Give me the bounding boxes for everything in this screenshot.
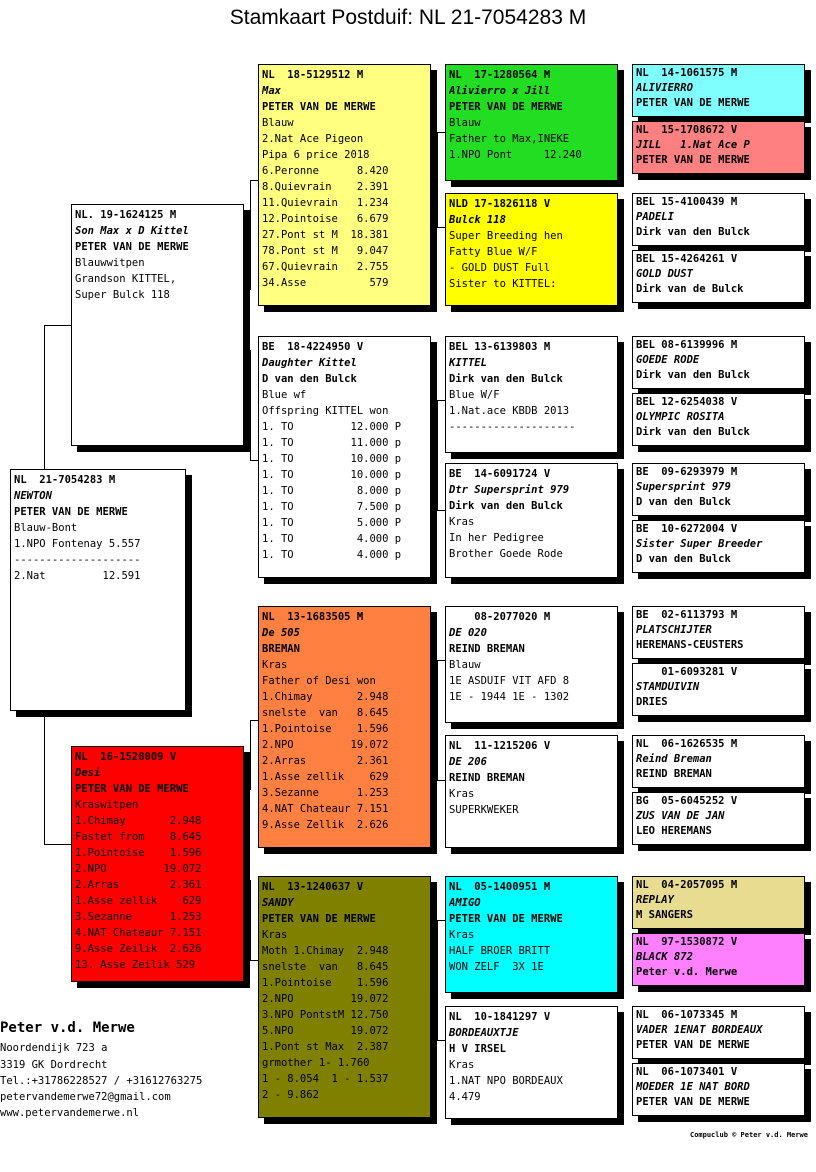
breeder-name: REIND BREMAN: [449, 643, 525, 655]
card-text-line: 2.NPO 19.072: [75, 863, 202, 875]
ring-number: BEL 15-4264261 V: [636, 253, 738, 265]
breeder-name: Dirk van den Bulck: [449, 373, 563, 385]
ring-number: NL 15-1708672 V: [636, 124, 738, 136]
breeder-name: M SANGERS: [636, 909, 693, 921]
pigeon-name: PLATSCHIJTER: [636, 624, 712, 636]
breeder-name: BREMAN: [262, 643, 300, 655]
connector-line: [437, 920, 438, 1040]
gen5-card[interactable]: [632, 336, 805, 389]
pigeon-name: OLYMPIC ROSITA: [636, 411, 725, 423]
card-text-line: 5.NPO 19.072: [262, 1025, 389, 1037]
footer-credit: Compuclub © Peter v.d. Merwe: [689, 1131, 808, 1139]
pigeon-name: BLACK 872: [636, 951, 693, 963]
ring-number: BEL 08-6139996 M: [636, 339, 738, 351]
pigeon-name: GOLD DUST: [636, 268, 693, 280]
pigeon-name: STAMDUIVIN: [636, 681, 700, 693]
owner-address-line2: 3319 GK Dordrecht: [0, 1059, 108, 1071]
card-text-line: Kras: [449, 929, 475, 941]
gen5-card[interactable]: [632, 876, 805, 929]
card-text-line: 1.NAT NPO BORDEAUX: [449, 1075, 563, 1087]
breeder-name: PETER VAN DE MERWE: [636, 1039, 750, 1051]
pigeon-name: MOEDER 1E NAT BORD: [636, 1081, 750, 1093]
card-text-line: Father to Max,INEKE: [449, 133, 570, 145]
breeder-name: H V IRSEL: [449, 1043, 506, 1055]
card-text-line: 1.NPO Pont 12.240: [449, 149, 582, 161]
card-text-line: 1. TO 7.500 p: [262, 501, 402, 513]
ring-number: NL 05-1400951 M: [449, 881, 551, 893]
ring-number: 01-6093281 V: [636, 666, 738, 678]
gen5-card[interactable]: [632, 393, 805, 446]
pigeon-name: REPLAY: [636, 894, 674, 906]
breeder-name: DRIES: [636, 696, 668, 708]
pigeon-name: ZUS VAN DE JAN: [636, 810, 725, 822]
sire-dam-card[interactable]: [258, 336, 431, 578]
gen5-card[interactable]: [632, 463, 805, 516]
breeder-name: D van den Bulck: [636, 496, 731, 508]
card-text-line: 34.Asse 579: [262, 277, 389, 289]
card-text-line: 12.Pointoise 6.679: [262, 213, 389, 225]
ring-number: NL 17-1280564 M: [449, 69, 551, 81]
pigeon-name: Max: [262, 85, 281, 97]
dss-card[interactable]: [445, 606, 618, 723]
dam-card[interactable]: [71, 746, 244, 982]
pigeon-name: ALIVIERRO: [636, 82, 693, 94]
connector-line: [44, 325, 45, 470]
ring-number: BEL 13-6139803 M: [449, 341, 551, 353]
ring-number: NL 14-1061575 M: [636, 67, 738, 79]
card-text-line: --------------------: [14, 554, 141, 566]
breeder-name: PETER VAN DE MERWE: [636, 154, 750, 166]
ring-number: NL 06-1073345 M: [636, 1009, 738, 1021]
card-text-line: Sister to KITTEL:: [449, 278, 557, 290]
breeder-name: D van den Bulck: [636, 553, 731, 565]
pigeon-name: DE 206: [449, 756, 487, 768]
pigeon-name: Supersprint 979: [636, 481, 731, 493]
gen5-card[interactable]: [632, 64, 805, 117]
breeder-name: REIND BREMAN: [636, 768, 712, 780]
card-text-line: 1. TO 4.000 p: [262, 533, 402, 545]
pigeon-name: AMIGO: [449, 897, 481, 909]
card-text-line: Kras: [449, 516, 475, 528]
pigeon-name: NEWTON: [14, 490, 52, 502]
card-text-line: 2 - 9.862: [262, 1089, 319, 1101]
gen5-card[interactable]: [632, 520, 805, 573]
breeder-name: PETER VAN DE MERWE: [14, 506, 128, 518]
gen5-card[interactable]: [632, 663, 805, 716]
breeder-name: REIND BREMAN: [449, 772, 525, 784]
card-text-line: 2.Nat Ace Pigeon: [262, 133, 364, 145]
ring-number: NL 04-2057095 M: [636, 879, 738, 891]
pigeon-name: DE 020: [449, 627, 487, 639]
card-text-line: Kras: [449, 788, 475, 800]
card-text-line: 1. TO 12.000 P: [262, 421, 402, 433]
card-text-line: 13. Asse Zeilik 529: [75, 959, 196, 971]
card-text-line: 1. TO 11.000 p: [262, 437, 402, 449]
sire-sire-card[interactable]: [258, 64, 431, 306]
breeder-name: Dirk van den Bulck: [636, 226, 750, 238]
breeder-name: PETER VAN DE MERWE: [262, 913, 376, 925]
sire-card[interactable]: [71, 204, 244, 446]
pigeon-name: BORDEAUXTJE: [449, 1027, 519, 1039]
card-text-line: 1.Asse zellik 629: [262, 771, 389, 783]
gen5-card[interactable]: [632, 735, 805, 788]
card-text-line: 1.Pont st Max 2.387: [262, 1041, 389, 1053]
gen5-card[interactable]: [632, 121, 805, 174]
pigeon-name: Bulck 118: [449, 214, 506, 226]
ring-number: 08-2077020 M: [449, 611, 551, 623]
card-text-line: 1 - 8.054 1 - 1.537: [262, 1073, 389, 1085]
card-text-line: Blauw: [449, 117, 481, 129]
owner-phone: Tel.:+31786228527 / +31612763275: [0, 1075, 203, 1087]
ring-number: NL 06-1626535 M: [636, 738, 738, 750]
pigeon-name: Sister Super Breeder: [636, 538, 763, 550]
card-text-line: Blauwwitpen: [75, 257, 145, 269]
breeder-name: Dirk van den Bulck: [636, 426, 750, 438]
card-text-line: Pipa 6 price 2018: [262, 149, 370, 161]
card-text-line: 3.NPO PontstM 12.750: [262, 1009, 389, 1021]
breeder-name: PETER VAN DE MERWE: [636, 1096, 750, 1108]
card-text-line: Super Bulck 118: [75, 289, 170, 301]
card-text-line: 2.NPO 19.072: [262, 993, 389, 1005]
connector-line: [437, 660, 438, 780]
card-text-line: 1E ASDUIF VIT AFD 8: [449, 675, 570, 687]
card-text-line: grmother 1- 1.760: [262, 1057, 370, 1069]
card-text-line: Blauw-Bont: [14, 522, 78, 534]
pigeon-name: De 505: [262, 627, 300, 639]
breeder-name: PETER VAN DE MERWE: [636, 97, 750, 109]
dam-dam-card[interactable]: [258, 876, 431, 1118]
card-text-line: Blue W/F: [449, 389, 500, 401]
breeder-name: Peter v.d. Merwe: [636, 966, 738, 978]
card-text-line: 1.Asse zellik 629: [75, 895, 202, 907]
breeder-name: PETER VAN DE MERWE: [75, 783, 189, 795]
pigeon-name: Desi: [75, 767, 101, 779]
card-text-line: Grandson KITTEL,: [75, 273, 177, 285]
connector-line: [44, 711, 45, 844]
card-text-line: 4.NAT Chateaur 7.151: [75, 927, 202, 939]
card-text-line: 2.Arras 2.361: [75, 879, 202, 891]
owner-address-line1: Noordendijk 723 a: [0, 1042, 108, 1054]
card-text-line: 1.NPO Fontenay 5.557: [14, 538, 141, 550]
breeder-name: PETER VAN DE MERWE: [75, 241, 189, 253]
card-text-line: 4.479: [449, 1091, 481, 1103]
pigeon-name: JILL 1.Nat Ace P: [636, 139, 750, 151]
ssd-card[interactable]: [445, 193, 618, 306]
ring-number: BEL 12-6254038 V: [636, 396, 738, 408]
pigeon-name: Dtr Supersprint 979: [449, 484, 570, 496]
card-text-line: Brother Goede Rode: [449, 548, 563, 560]
dds-card[interactable]: [445, 876, 618, 993]
card-text-line: 2.Arras 2.361: [262, 755, 389, 767]
card-text-line: Kras: [449, 1059, 475, 1071]
gen5-card[interactable]: [632, 1006, 805, 1059]
dsd-card[interactable]: [445, 735, 618, 848]
breeder-name: Dirk van de Bulck: [636, 283, 744, 295]
dam-sire-card[interactable]: [258, 606, 431, 848]
card-text-line: 1.Pointoise 1.596: [262, 977, 389, 989]
breeder-name: D van den Bulck: [262, 373, 357, 385]
breeder-name: PETER VAN DE MERWE: [449, 101, 563, 113]
connector-line: [44, 325, 72, 326]
card-text-line: Fastet from 8.645: [75, 831, 202, 843]
card-text-line: 27.Pont st M 18.381: [262, 229, 389, 241]
ring-number: BE 09-6293979 M: [636, 466, 738, 478]
card-text-line: 11.Quievrain 1.234: [262, 197, 389, 209]
connector-line: [44, 844, 72, 845]
gen5-card[interactable]: [632, 792, 805, 845]
connector-line: [437, 400, 438, 510]
ring-number: BE 02-6113793 M: [636, 609, 738, 621]
connector-line: [250, 180, 251, 290]
card-text-line: In her Pedigree: [449, 532, 544, 544]
card-text-line: 9.Asse Zeilik 2.626: [75, 943, 202, 955]
card-text-line: 3.Sezanne 1.253: [75, 911, 202, 923]
pigeon-name: Daughter Kittel: [262, 357, 357, 369]
card-text-line: 1.Chimay 2.948: [262, 691, 389, 703]
ring-number: BEL 15-4100439 M: [636, 196, 738, 208]
card-text-line: SUPERKWEKER: [449, 804, 519, 816]
breeder-name: Dirk van den Bulck: [636, 369, 750, 381]
card-text-line: Offspring KITTEL won: [262, 405, 389, 417]
pigeon-name: Alivierro x Jill: [449, 85, 551, 97]
breeder-name: Super Breeding hen: [449, 230, 563, 242]
card-text-line: 9.Asse Zellik 2.626: [262, 819, 389, 831]
ring-number: NL 11-1215206 V: [449, 740, 551, 752]
card-text-line: 4.NAT Chateaur 7.151: [262, 803, 389, 815]
ring-number: NL 21-7054283 M: [14, 474, 116, 486]
card-text-line: Kraswitpen: [75, 799, 139, 811]
card-text-line: snelste van 8.645: [262, 707, 389, 719]
pigeon-name: VADER 1ENAT BORDEAUX: [636, 1024, 763, 1036]
card-text-line: snelste van 8.645: [262, 961, 389, 973]
card-text-line: WON ZELF 3X 1E: [449, 961, 544, 973]
card-text-line: Kras: [262, 659, 288, 671]
card-text-line: Father of Desi won: [262, 675, 376, 687]
card-text-line: 1. TO 5.000 P: [262, 517, 402, 529]
owner-name: Peter v.d. Merwe: [0, 1020, 135, 1036]
card-text-line: 1.Chimay 2.948: [75, 815, 202, 827]
ring-number: NL 13-1240637 V: [262, 881, 364, 893]
gen5-card[interactable]: [632, 250, 805, 303]
card-text-line: 2.NPO 19.072: [262, 739, 389, 751]
card-text-line: Blauw: [449, 659, 481, 671]
sds-card[interactable]: [445, 336, 618, 453]
ring-number: NL 06-1073401 V: [636, 1066, 738, 1078]
ring-number: NL 13-1683505 M: [262, 611, 364, 623]
card-text-line: 1. TO 8.000 p: [262, 485, 402, 497]
connector-line: [437, 132, 438, 227]
ring-number: NL 18-5129512 M: [262, 69, 364, 81]
ring-number: NL. 19-1624125 M: [75, 209, 177, 221]
gen5-card[interactable]: [632, 193, 805, 246]
pigeon-name: Reind Breman: [636, 753, 712, 765]
card-text-line: 67.Quievrain 2.755: [262, 261, 389, 273]
pigeon-name: GOEDE RODE: [636, 354, 700, 366]
card-text-line: --------------------: [449, 421, 576, 433]
card-text-line: 1E - 1944 1E - 1302: [449, 691, 570, 703]
ring-number: BE 10-6272004 V: [636, 523, 738, 535]
connector-line: [250, 880, 251, 960]
card-text-line: Blauw: [262, 117, 294, 129]
card-text-line: Fatty Blue W/F: [449, 246, 538, 258]
pigeon-name: KITTEL: [449, 357, 487, 369]
ring-number: BE 18-4224950 V: [262, 341, 364, 353]
card-text-line: HALF BROER BRITT: [449, 945, 551, 957]
pigeon-name: SANDY: [262, 897, 294, 909]
sdd-card[interactable]: [445, 463, 618, 578]
sss-card[interactable]: [445, 64, 618, 181]
ring-number: NLD 17-1826118 V: [449, 198, 551, 210]
card-text-line: 6.Peronne 8.420: [262, 165, 389, 177]
owner-email[interactable]: petervandemerwe72@gmail.com: [0, 1091, 171, 1103]
connector-line: [250, 350, 251, 460]
breeder-name: Dirk van den Bulck: [449, 500, 563, 512]
gen5-card[interactable]: [632, 606, 805, 659]
card-text-line: Kras: [262, 929, 288, 941]
subject-pigeon-card[interactable]: [10, 469, 186, 711]
card-text-line: 1. TO 4.000 p: [262, 549, 402, 561]
connector-line: [250, 720, 251, 790]
card-text-line: 1.Pointoise 1.596: [75, 847, 202, 859]
card-text-line: 1.Nat.ace KBDB 2013: [449, 405, 570, 417]
breeder-name: PETER VAN DE MERWE: [449, 913, 563, 925]
page-title: Stamkaart Postduif: NL 21-7054283 M: [229, 6, 587, 29]
card-text-line: Blue wf: [262, 389, 307, 401]
gen5-card[interactable]: [632, 1063, 805, 1116]
gen5-card[interactable]: [632, 933, 805, 986]
ddd-card[interactable]: [445, 1006, 618, 1119]
card-text-line: 1. TO 10.000 p: [262, 453, 402, 465]
card-text-line: 78.Pont st M 9.047: [262, 245, 389, 257]
ring-number: NL 10-1841297 V: [449, 1011, 551, 1023]
ring-number: BE 14-6091724 V: [449, 468, 551, 480]
ring-number: BG 05-6045252 V: [636, 795, 738, 807]
card-text-line: 3.Sezanne 1.253: [262, 787, 389, 799]
breeder-name: PETER VAN DE MERWE: [262, 101, 376, 113]
card-text-line: 2.Nat 12.591: [14, 570, 141, 582]
pigeon-name: Son Max x D Kittel: [75, 225, 189, 237]
ring-number: NL 16-1528009 V: [75, 751, 177, 763]
breeder-name: LEO HEREMANS: [636, 825, 712, 837]
card-text-line: 8.Quievrain 2.391: [262, 181, 389, 193]
ring-number: NL 97-1530872 V: [636, 936, 738, 948]
pigeon-name: PADELI: [636, 211, 674, 223]
card-text-line: Moth 1.Chimay 2.948: [262, 945, 389, 957]
card-text-line: 1. TO 10.000 p: [262, 469, 402, 481]
owner-website[interactable]: www.petervandemerwe.nl: [0, 1107, 140, 1119]
card-text-line: - GOLD DUST Full: [449, 262, 551, 274]
breeder-name: HEREMANS-CEUSTERS: [636, 639, 744, 651]
card-text-line: 1.Pointoise 1.596: [262, 723, 389, 735]
